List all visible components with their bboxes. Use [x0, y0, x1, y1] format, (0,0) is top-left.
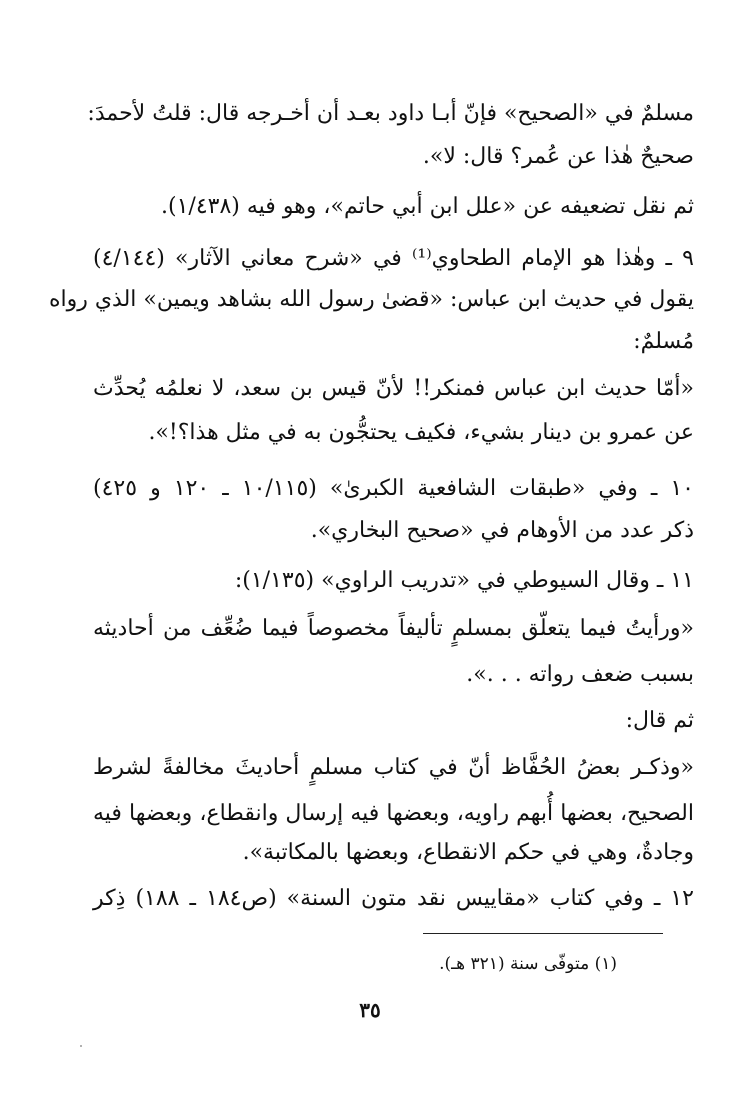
text-line-15: «وذكـر بعضُ الحُفَّاظ أنّ في كتاب مسلمٍ أحاديثَ مخالفةً لشرط [93, 755, 694, 780]
text-line-7: «أمّا حديث ابن عباس فمنكر!! لأنّ قيس بن سعد، لا نعلمُه يُحدِّث [93, 376, 694, 401]
text-line-5: يقول في حديث ابن عباس: «قضىٰ رسول الله بشاهد ويمين» الذي رواه [48, 287, 694, 312]
text-line-12: «ورأيتُ فيما يتعلّق بمسلمٍ تأليفاً مخصوصاً فيما ضُعِّف من أحاديثه [93, 616, 694, 641]
text-line-1: مسلمٌ في «الصحيح» فإنّ أبـا داود بعـد أن أخـرجه قال: قلتُ لأحمدَ: [87, 101, 694, 126]
text-line-16: الصحيح، بعضها أُبهم راويه، وبعضها فيه إرسال وانقطاع، وبعضها فيه [93, 801, 694, 826]
footnote-divider [423, 933, 663, 934]
text-line-4: ٩ ـ وهٰذا هو الإمام الطحاوي⁽¹⁾ في «شرح معاني الآثار» (٤/١٤٤) [93, 246, 694, 271]
page-number: ٣٥ [359, 998, 381, 1022]
text-line-17: وجادةٌ، وهي في حكم الانقطاع، وبعضها بالمكاتبة». [242, 840, 694, 865]
text-line-6: مُسلمٌ: [633, 329, 694, 354]
text-line-18: ١٢ ـ وفي كتاب «مقاييس نقد متون السنة» (ص١٨٤ ـ ١٨٨) ذِكر [93, 886, 694, 911]
text-line-10: ذكر عدد من الأوهام في «صحيح البخاري». [310, 518, 694, 543]
text-line-9: ١٠ ـ وفي «طبقات الشافعية الكبرىٰ» (١٠/١١٥ ـ ١٢٠ و ٤٢٥) [93, 476, 694, 501]
text-line-13: بسبب ضعف رواته . . .». [466, 662, 694, 687]
text-line-2: صحيحٌ هٰذا عن عُمر؟ قال: لا». [422, 144, 694, 169]
text-line-3: ثم نقل تضعيفه عن «علل ابن أبي حاتم»، وهو فيه (١/٤٣٨). [161, 194, 694, 219]
text-line-11: ١١ ـ وقال السيوطي في «تدريب الراوي» (١/١٣٥): [234, 568, 694, 593]
text-line-14: ثم قال: [625, 708, 694, 733]
text-line-8: عن عمرو بن دينار بشيء، فكيف يحتجُّون به في مثل هذا؟!». [148, 420, 694, 445]
footnote: (١) متوفّى سنة (٣٢١ هـ). [439, 954, 617, 974]
scan-speck [80, 1045, 82, 1047]
